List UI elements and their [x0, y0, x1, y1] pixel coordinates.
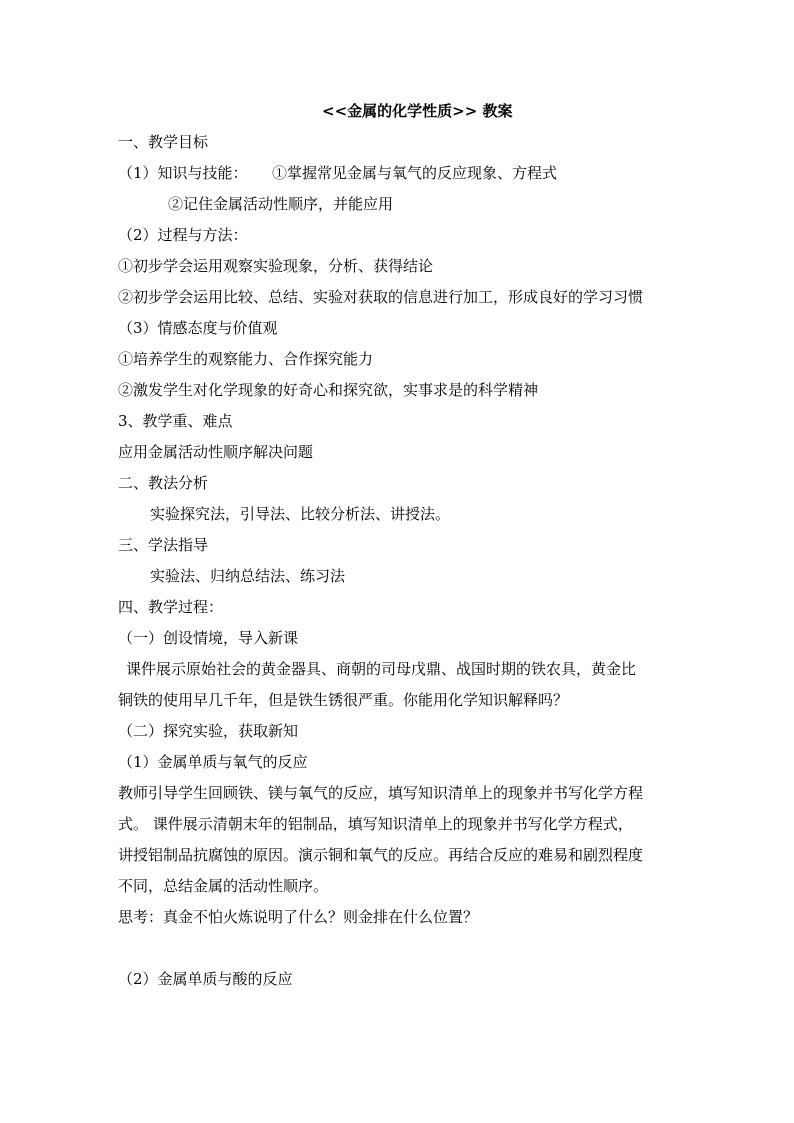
- goal-knowledge-label: （1）知识与技能：: [118, 164, 248, 182]
- process-part-2-line-3: 讲授铝制品抗腐蚀的原因。演示铜和氧气的反应。再结合反应的难易和剧烈程度: [118, 846, 644, 864]
- key-points-text: 应用金属活动性顺序解决问题: [118, 443, 314, 461]
- goal-knowledge-item-1: ①掌握常见金属与氧气的反应现象、方程式: [272, 164, 558, 182]
- section-heading-key-points: 3、教学重、难点: [118, 412, 233, 430]
- section-heading-learning-method: 三、学法指导: [118, 536, 209, 554]
- section-heading-teaching-method: 二、教法分析: [118, 474, 209, 492]
- goal-attitude-label: （3）情感态度与价值观: [118, 319, 278, 337]
- process-part-2-heading: （二）探究实验，获取新知: [118, 722, 299, 740]
- process-part-1-line-2: 铜铁的使用早几千年，但是铁生锈很严重。你能用化学知识解释吗？: [118, 691, 569, 709]
- process-part-1-line-1: 课件展示原始社会的黄金器具、商朝的司母戊鼎、战国时期的铁农具，黄金比: [126, 660, 637, 678]
- process-part-2-think: 思考：真金不怕火炼说明了什么？则金排在什么位置？: [118, 908, 479, 926]
- process-part-2-line-2: 式。 课件展示清朝末年的铝制品，填写知识清单上的现象并书写化学方程式，: [118, 815, 633, 833]
- section-heading-teaching-process: 四、教学过程：: [118, 598, 224, 616]
- goal-process-item-2: ②初步学会运用比较、总结、实验对获取的信息进行加工，形成良好的学习习惯: [118, 288, 644, 306]
- process-part-2-subheading-acid: （2）金属单质与酸的反应: [118, 970, 293, 988]
- goal-attitude-item-2: ②激发学生对化学现象的好奇心和探究欲，实事求是的科学精神: [118, 381, 539, 399]
- process-part-2-subheading-oxygen: （1）金属单质与氧气的反应: [118, 753, 308, 771]
- teaching-method-text: 实验探究法，引导法、比较分析法、讲授法。: [150, 505, 451, 523]
- process-part-2-line-4: 不同，总结金属的活动性顺序。: [118, 877, 329, 895]
- document-title: <<金属的化学性质>> 教案: [322, 102, 513, 120]
- goal-attitude-item-1: ①培养学生的观察能力、合作探究能力: [118, 350, 374, 368]
- process-part-2-line-1: 教师引导学生回顾铁、镁与氧气的反应，填写知识清单上的现象并书写化学方程: [118, 784, 644, 802]
- process-part-1-heading: （一）创设情境，导入新课: [118, 629, 299, 647]
- learning-method-text: 实验法、归纳总结法、练习法: [150, 567, 346, 585]
- goal-knowledge-item-2: ②记住金属活动性顺序，并能应用: [168, 195, 394, 213]
- goal-process-item-1: ①初步学会运用观察实验现象，分析、获得结论: [118, 257, 434, 275]
- section-heading-teaching-goals: 一、教学目标: [118, 133, 209, 151]
- goal-process-label: （2）过程与方法：: [118, 226, 248, 244]
